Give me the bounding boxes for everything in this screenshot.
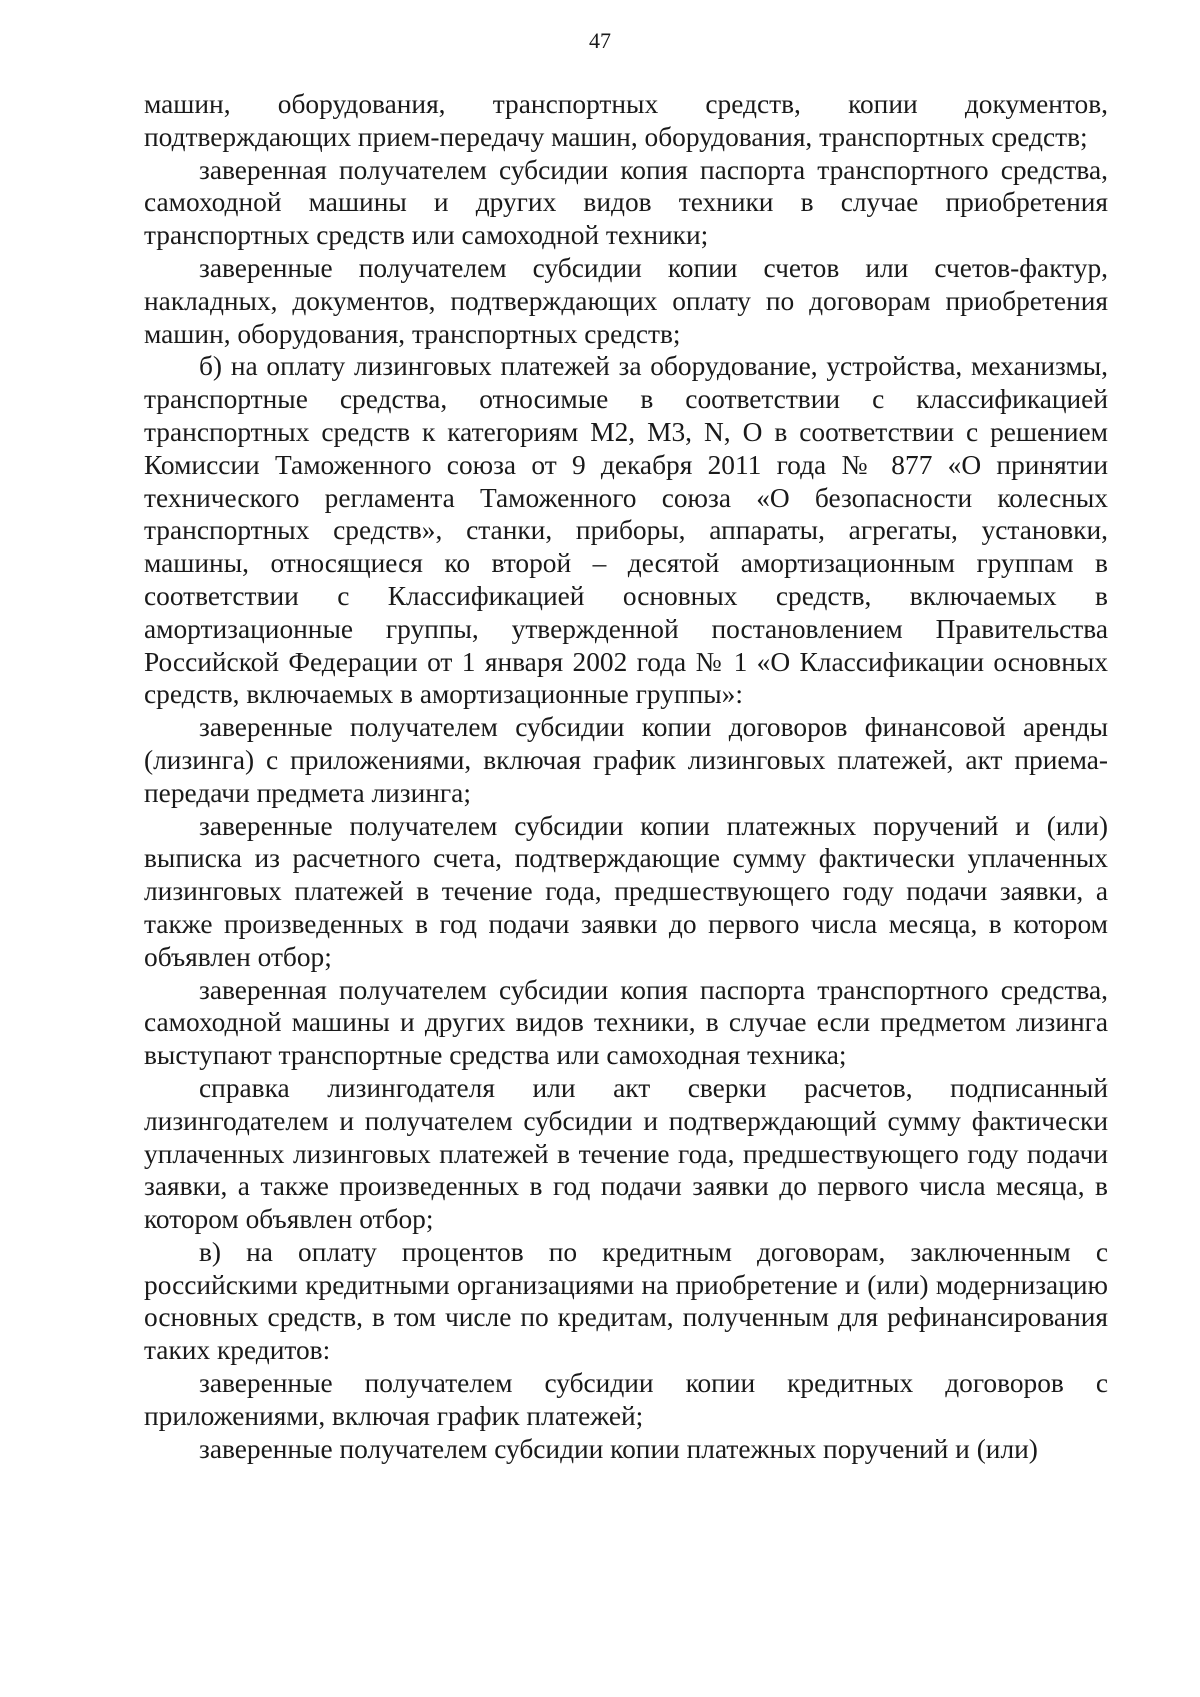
paragraph-leasing-contract-copies: заверенные получателем субсидии копии договоров финансовой аренды (лизинга) с приложениями, включая график лизинговых платежей, акт приема-передачи предмета лизинга;: [144, 712, 1108, 808]
paragraph-payment-orders-loan: заверенные получателем субсидии копии платежных поручений и (или): [199, 1433, 1038, 1464]
paragraph-lessor-reconciliation: справка лизингодателя или акт сверки расчетов, подписанный лизингодателем и получателем субсидии и подтверждающий сумму фактически уплаченных лизинговых платежей в течение года, предшествующего году подачи заявки, а также произведенных в год подачи заявки до первого числа месяца, в котором объявлен отбор;: [144, 1072, 1108, 1235]
paragraph-vehicle-passport-copy: заверенная получателем субсидии копия паспорта транспортного средства, самоходной машины и других видов техники в случае приобретения транспортных средств или самоходной техники;: [144, 154, 1108, 251]
paragraph-loan-agreement-copies: заверенные получателем субсидии копии кредитных договоров с приложениями, включая график платежей;: [144, 1368, 1108, 1431]
document-body: [144, 88, 1108, 1465]
paragraph-leasing-payments-item-b: б) на оплату лизинговых платежей за оборудование, устройства, механизмы, транспортные средства, относимые в соответствии с классификацией транспортных средств к категориям М2, М3, N, О в соответствии с решением Комиссии Таможенного союза от 9 декабря 2011 года № 877 «О принятии технического регламента Таможенного союза «О безопасности колесных транспортных средств», станки, приборы, аппараты, агрегаты, установки, машины, относящиеся ко второй – десятой амортизационным группам в соответствии с Классификацией основных средств, включаемых в амортизационные группы, утвержденной постановлением Правительства Российской Федерации от 1 января 2002 года № 1 «О Классификации основных средств, включаемых в амортизационные группы»:: [144, 351, 1108, 710]
paragraph-payment-orders-leasing: заверенные получателем субсидии копии платежных поручений и (или) выписка из расчетного счета, подтверждающие сумму фактически уплаченных лизинговых платежей в течение года, предшествующего году подачи заявки, а также произведенных в год подачи заявки до первого числа месяца, в котором объявлен отбор;: [144, 810, 1108, 972]
paragraph-loan-interest-item-v: в) на оплату процентов по кредитным договорам, заключенным с российскими кредитными организациями на приобретение и (или) модернизацию основных средств, в том числе по кредитам, полученным для рефинансирования таких кредитов:: [144, 1236, 1108, 1366]
paragraph-equipment-transfer-docs: машин, оборудования, транспортных средств, копии документов, подтверждающих прием-передачу машин, оборудования, транспортных средств;: [144, 89, 1108, 152]
page-number: 47: [589, 28, 611, 53]
paragraph-leased-vehicle-passport: заверенная получателем субсидии копия паспорта транспортного средства, самоходной машины и других видов техники, в случае если предметом лизинга выступают транспортные средства или самоходная техника;: [144, 974, 1108, 1071]
paragraph-invoice-copies: заверенные получателем субсидии копии счетов или счетов-фактур, накладных, документов, подтверждающих оплату по договорам приобретения машин, оборудования, транспортных средств;: [144, 252, 1108, 349]
